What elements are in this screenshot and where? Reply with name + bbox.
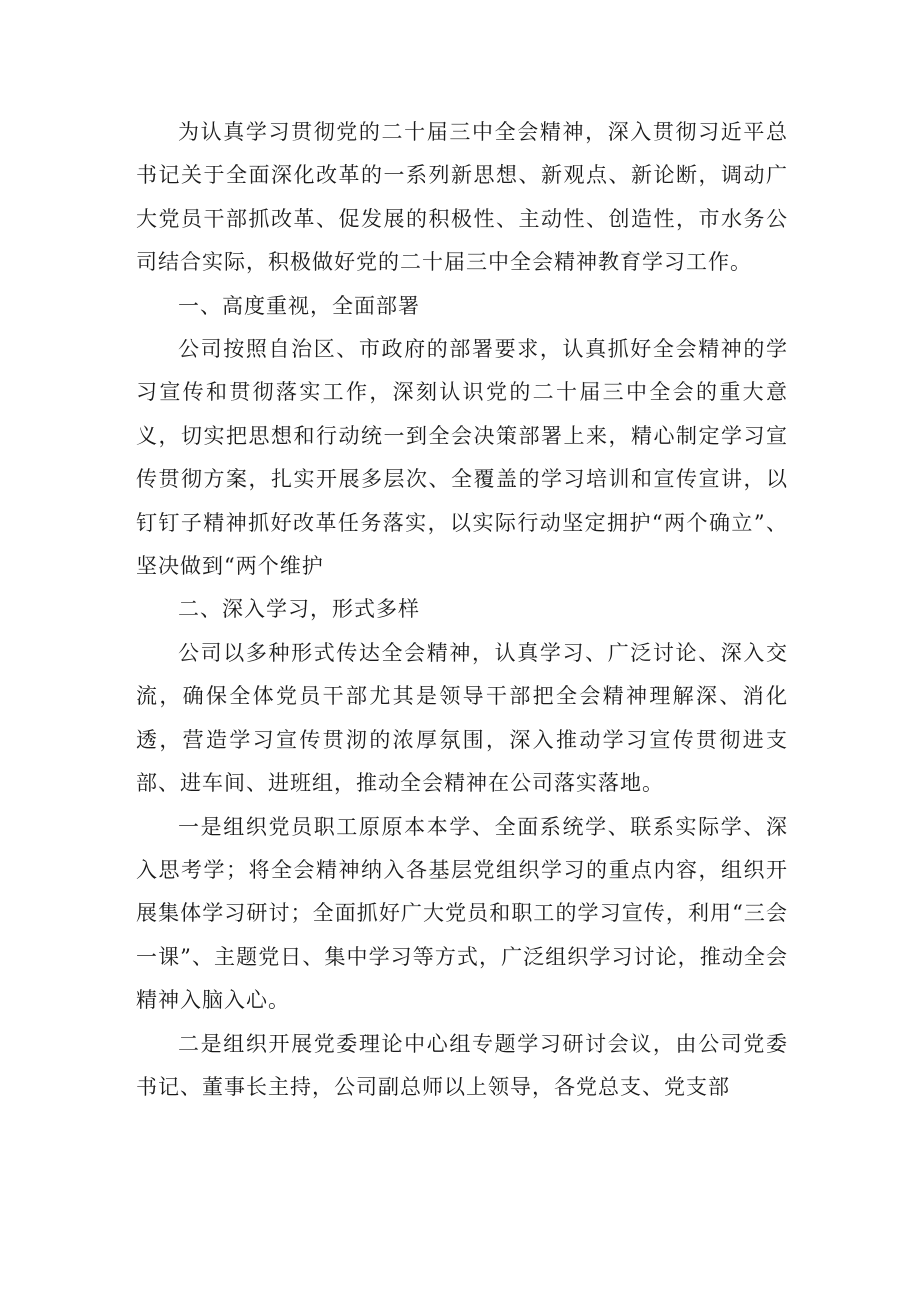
section-heading-2: 二、深入学习，形式多样 <box>178 597 420 622</box>
section-1-paragraph: 公司按照自治区、市政府的部署要求，认真抓好全会精神的学习宣传和贯彻落实工作，深刻认识党的二十届三中全会的重大意义，切实把思想和行动统一到全会决策部署上来，精心制定学习宣传贯彻方案，扎实开展多层次、全覆盖的学习培训和宣传宣讲，以钉钉子精神抓好改革任务落实，以实际行动坚定拥护“两个确立”、坚决做到“两个维护 <box>136 337 788 579</box>
point-2-paragraph: 二是组织开展党委理论中心组专题学习研讨会议，由公司党委书记、董事长主持，公司副总师以上领导，各党总支、党支部 <box>136 1031 788 1099</box>
section-2-paragraph: 公司以多种形式传达全会精神，认真学习、广泛讨论、深入交流，确保全体党员干部尤其是领导干部把全会精神理解深、消化透，营造学习宣传贯沏的浓厚氛围，深入推动学习宣传贯彻进支部、进车间、进班组，推动全会精神在公司落实落地。 <box>136 640 788 796</box>
point-1-paragraph: 一是组织党员职工原原本本学、全面系统学、联系实际学、深入思考学；将全会精神纳入各基层党组织学习的重点内容，组织开展集体学习研讨；全面抓好广大党员和职工的学习宣传，利用“三会一课”、主题党日、集中学习等方式，广泛组织学习讨论，推动全会精神入脑入心。 <box>136 814 788 1013</box>
section-heading-1: 一、高度重视，全面部署 <box>178 293 420 318</box>
intro-paragraph: 为认真学习贯彻党的二十届三中全会精神，深入贯彻习近平总书记关于全面深化改革的一系列新思想、新观点、新论断，调动广大党员干部抓改革、促发展的积极性、主动性、创造性，市水务公司结合实际，积极做好党的二十届三中全会精神教育学习工作。 <box>136 120 788 275</box>
document-page <box>136 111 788 1109</box>
